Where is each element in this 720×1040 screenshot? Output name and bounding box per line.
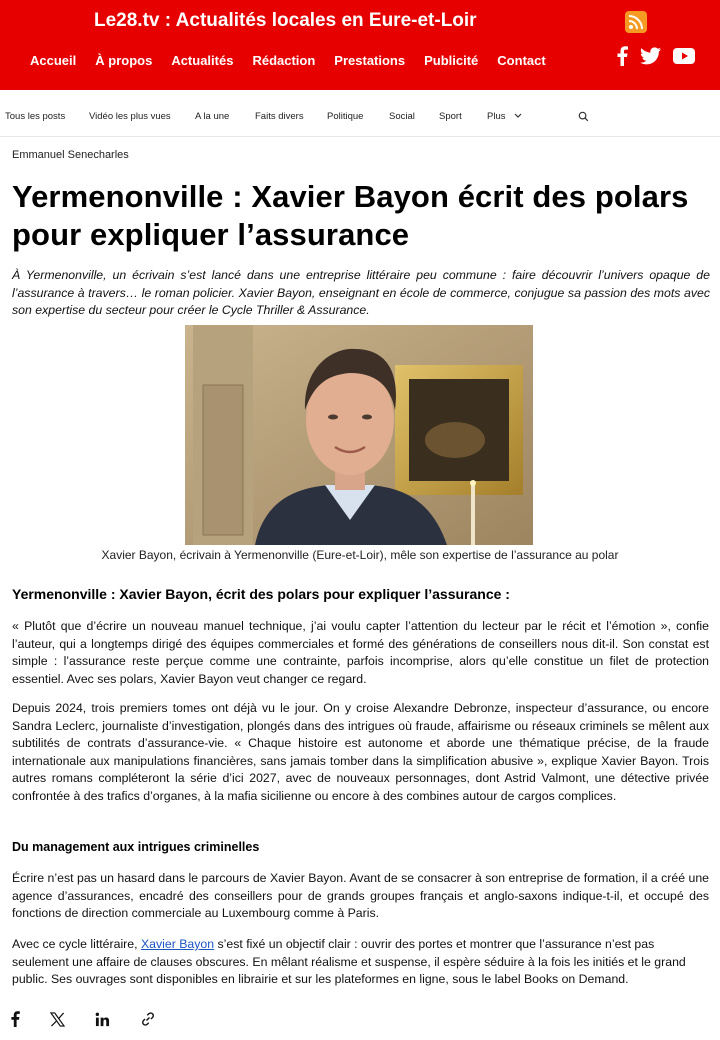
share-bar: [10, 1011, 186, 1032]
paragraph-4: [12, 936, 709, 989]
photo-caption: Xavier Bayon, écrivain à Yermenonville (Eure-et-Loir), mêle son expertise de l’assurance au polar: [101, 548, 619, 562]
subnav-a-la-une[interactable]: A la une: [195, 110, 230, 122]
nav-contact[interactable]: Contact: [497, 53, 546, 68]
nav-actualites[interactable]: Actualités: [171, 53, 234, 68]
nav-accueil[interactable]: Accueil: [30, 53, 77, 68]
paragraph-4-end: s’est fixé un objectif clair : ouvrir des portes et montrer que l’assurance n’est pas seulement une affaire de clauses obscures. En mêlant réalisme et suspense, il espère séduire à la fois les initiés et le grand public. Ses ouvrages sont disponibles en librairie et sur les plateformes en ligne, sous le label Books on Demand.: [12, 937, 686, 986]
article-author[interactable]: Emmanuel Senecharles: [12, 149, 129, 161]
divider: [0, 136, 720, 137]
share-x-icon[interactable]: [50, 1012, 65, 1032]
header-social-links: [616, 46, 707, 71]
rss-icon[interactable]: [625, 11, 647, 33]
facebook-icon[interactable]: [616, 46, 628, 71]
share-linkedin-icon[interactable]: [95, 1012, 110, 1032]
subnav-faits-divers[interactable]: Faits divers: [255, 110, 304, 122]
article-lead: À Yermenonville, un écrivain s’est lancé dans une entreprise littéraire peu commune : faire découvrir l’univers opaque de l’assurance à travers… le roman policier. Xavier Bayon, enseignant en école de commerce, conjugue sa passion des mots avec son expertise du secteur pour créer le Cycle Thriller & Assurance.: [12, 268, 710, 317]
subnav-politique[interactable]: Politique: [327, 110, 364, 122]
share-facebook-icon[interactable]: [10, 1011, 20, 1032]
nav-a-propos[interactable]: À propos: [95, 53, 153, 68]
subnav-sport[interactable]: Sport: [439, 110, 462, 122]
author-link[interactable]: Xavier Bayon: [140, 937, 215, 951]
subnav-plus[interactable]: [487, 111, 522, 122]
nav-prestations[interactable]: Prestations: [334, 53, 406, 68]
subnav-tous-les-posts[interactable]: Tous les posts: [5, 110, 66, 122]
subnav-social[interactable]: Social: [389, 110, 415, 122]
paragraph-3: Écrire n’est pas un hasard dans le parcours de Xavier Bayon. Avant de se consacrer à son entreprise de formation, il a créé une agence d’assurances, encadré des conseillers pour de grands groupes français et anglo-saxons indique-t-il, et occupé des fonctions de direction commerciale au Luxembourg comme à Paris.: [12, 871, 709, 920]
paragraph-1: « Plutôt que d’écrire un nouveau manuel technique, j’ai voulu capter l’attention du lecteur par le récit et l’émotion », confie l’auteur, qui a longtemps dirigé des équipes commerciales et formé des générations de conseillers nous dit-il. Son constat est simple : l’assurance reste perçue comme une contrainte, parfois incomprise, alors qu’elle constitue un filet de protection essentiel. Avec ses polars, Xavier Bayon veut changer ce regard.: [12, 619, 709, 686]
youtube-icon[interactable]: [673, 48, 695, 69]
article-photo: [185, 325, 533, 545]
site-title[interactable]: Le28.tv : Actualités locales en Eure-et-Loir: [94, 10, 477, 31]
search-icon[interactable]: [578, 109, 589, 127]
nav-publicite[interactable]: Publicité: [424, 53, 479, 68]
article-title: Yermenonville : Xavier Bayon écrit des polars pour expliquer l’assurance: [12, 179, 689, 252]
chevron-down-icon: [514, 113, 522, 119]
subnav-videos-plus-vues[interactable]: Vidéo les plus vues: [89, 110, 171, 122]
article-subtitle: Yermenonville : Xavier Bayon, écrit des polars pour expliquer l’assurance :: [12, 586, 510, 602]
paragraph-4-start: Avec ce cycle littéraire,: [12, 937, 141, 951]
main-nav: [30, 53, 565, 68]
section-title: Du management aux intrigues criminelles: [12, 840, 260, 854]
nav-redaction[interactable]: Rédaction: [252, 53, 316, 68]
site-header: [0, 0, 720, 90]
category-nav: [0, 103, 720, 129]
twitter-icon[interactable]: [640, 47, 661, 70]
subnav-plus-label: Plus: [487, 110, 506, 122]
paragraph-2: Depuis 2024, trois premiers tomes ont déjà vu le jour. On y croise Alexandre Debronze, inspecteur d’assurance, ou encore Sandra Leclerc, journaliste d’investigation, plongés dans des intrigues où fraude, affairisme ou réseaux criminels se mêlent aux subtilités de contrats d’assurance-vie. « Chaque histoire est autonome et aborde une thématique précise, de la fraude internationale aux manipulations financières, sans jamais tomber dans la simplification abusive », explique Xavier Bayon. Trois autres romans compléteront la série d’ici 2027, avec de nouveaux personnages, dont Astrid Valmont, une détective privée confrontée à des trafics d’organes, à la mafia sicilienne ou encore à des combines autour de cargos complices.: [12, 701, 709, 803]
share-link-icon[interactable]: [140, 1011, 156, 1032]
